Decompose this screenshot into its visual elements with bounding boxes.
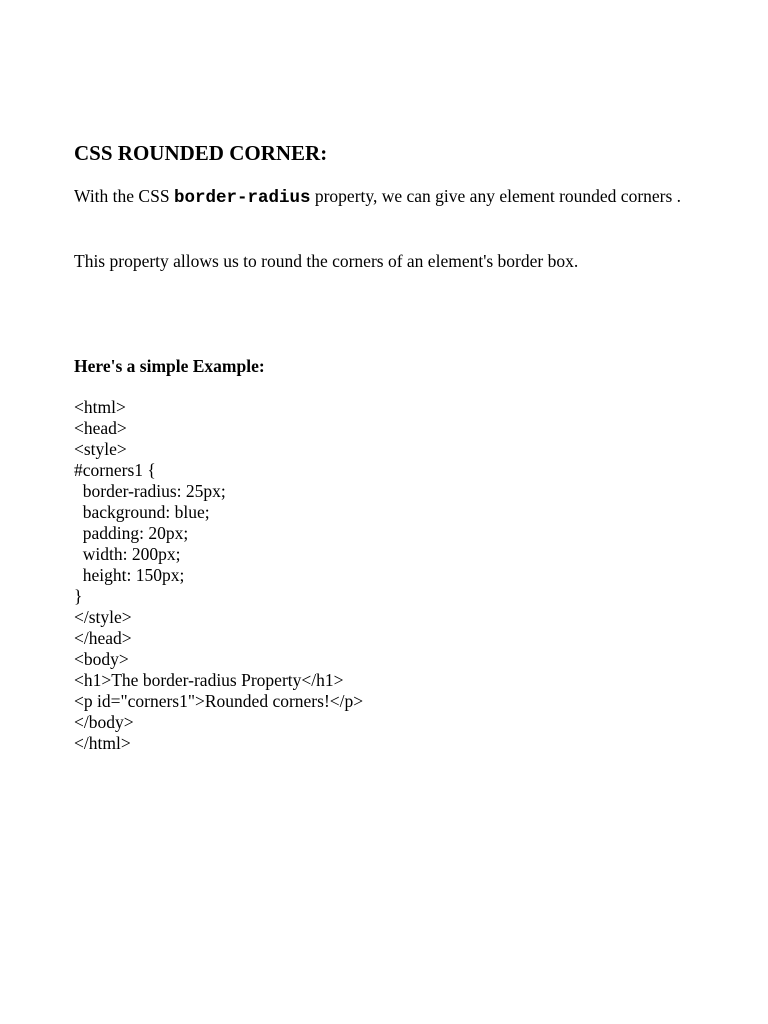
code-line: <style>	[74, 439, 127, 459]
code-line: width: 200px;	[74, 544, 181, 564]
property-name: border-radius	[173, 188, 311, 208]
code-line: </html>	[74, 733, 131, 753]
code-line: background: blue;	[74, 502, 210, 522]
code-line: border-radius: 25px;	[74, 481, 226, 501]
code-line: <h1>The border-radius Property</h1>	[74, 670, 344, 690]
code-line: padding: 20px;	[74, 523, 189, 543]
code-line: }	[74, 586, 83, 606]
example-heading: Here's a simple Example:	[74, 356, 265, 376]
code-line: </body>	[74, 712, 134, 732]
code-line: </style>	[74, 607, 132, 627]
page-title: CSS ROUNDED CORNER:	[74, 141, 328, 165]
intro-text-before: With the CSS	[74, 186, 174, 206]
code-line: </head>	[74, 628, 132, 648]
code-line: <body>	[74, 649, 129, 669]
code-line: <p id="corners1">Rounded corners!</p>	[74, 691, 364, 711]
code-example	[74, 397, 363, 754]
code-line: <html>	[74, 397, 126, 417]
code-line: #corners1 {	[74, 460, 156, 480]
code-line: <head>	[74, 418, 127, 438]
description-paragraph: This property allows us to round the corners of an element's border box.	[74, 251, 579, 271]
intro-text-after: property, we can give any element rounded corners .	[310, 186, 682, 206]
intro-paragraph	[74, 185, 694, 210]
code-line: height: 150px;	[74, 565, 185, 585]
